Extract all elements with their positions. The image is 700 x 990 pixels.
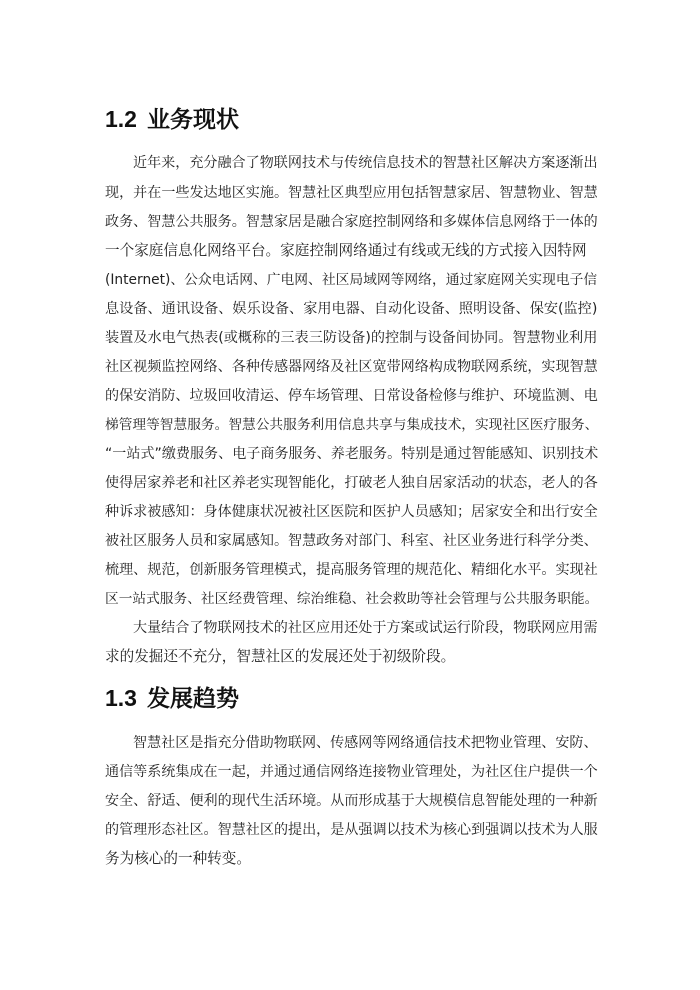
paragraph-line: 装置及水电气热表(或概称的三表三防设备)的控制与设备间协同。智慧物业利用 (105, 330, 598, 346)
paragraph-line: 息设备、通讯设备、娱乐设备、家用电器、自动化设备、照明设备、保安(监控) (105, 301, 598, 317)
paragraph-line: “一站式”缴费服务、电子商务服务、养老服务。特别是通过智能感知、识别技术 (105, 446, 599, 462)
paragraph-line: 求的发掘还不充分，智慧社区的发展还处于初级阶段。 (105, 648, 456, 665)
paragraph-line: 通信等系统集成在一起，并通过通信网络连接物业管理处，为社区住户提供一个 (105, 764, 598, 780)
paragraph-line: 社区视频监控网络、各种传感器网络及社区宽带网络构成物联网系统，实现智慧 (105, 359, 598, 375)
paragraph-line: 梳理、规范，创新服务管理模式，提高服务管理的规范化、精细化水平。实现社 (105, 562, 598, 578)
section-title: 业务现状 (146, 106, 239, 132)
section-number: 1.3 (105, 685, 137, 711)
paragraph-line: 智慧社区是指充分借助物联网、传感网等网络通信技术把物业管理、安防、 (133, 735, 598, 751)
paragraph-line: 种诉求被感知：身体健康状况被社区医院和医护人员感知；居家安全和出行安全 (105, 504, 598, 520)
paragraph-line: 政务、智慧公共服务。智慧家居是融合家庭控制网络和多媒体信息网络于一体的 (105, 214, 598, 230)
section-heading-1-3 (105, 683, 239, 713)
paragraph-line: 近年来，充分融合了物联网技术与传统信息技术的智慧社区解决方案逐渐出 (133, 155, 598, 171)
paragraph-line: 的保安消防、垃圾回收清运、停车场管理、日常设备检修与维护、环境监测、电 (105, 388, 598, 404)
section-number: 1.2 (105, 106, 137, 132)
paragraph-line: 现，并在一些发达地区实施。智慧社区典型应用包括智慧家居、智慧物业、智慧 (105, 185, 598, 201)
section-heading-1-2 (105, 104, 239, 134)
paragraph-line: (Internet)、公众电话网、广电网、社区局域网等网络，通过家庭网关实现电子信 (105, 272, 598, 288)
paragraph-line: 使得居家养老和社区养老实现智能化，打破老人独自居家活动的状态，老人的各 (105, 475, 598, 491)
paragraph-line: 的管理形态社区。智慧社区的提出，是从强调以技术为核心到强调以技术为人服 (105, 822, 598, 838)
paragraph-line: 区一站式服务、社区经费管理、综治维稳、社会救助等社会管理与公共服务职能。 (105, 591, 599, 607)
section-title: 发展趋势 (146, 685, 239, 711)
paragraph-line: 安全、舒适、便利的现代生活环境。从而形成基于大规模信息智能处理的一种新 (105, 793, 598, 809)
paragraph-line: 务为核心的一种转变。 (105, 850, 251, 867)
paragraph-line: 被社区服务人员和家属感知。智慧政务对部门、科室、社区业务进行科学分类、 (105, 533, 598, 549)
paragraph-line: 大量结合了物联网技术的社区应用还处于方案或试运行阶段，物联网应用需 (133, 620, 598, 636)
paragraph-line: 一个家庭信息化网络平台。家庭控制网络通过有线或无线的方式接入因特网 (105, 242, 587, 259)
paragraph-line: 梯管理等智慧服务。智慧公共服务利用信息共享与集成技术，实现社区医疗服务、 (105, 417, 599, 433)
